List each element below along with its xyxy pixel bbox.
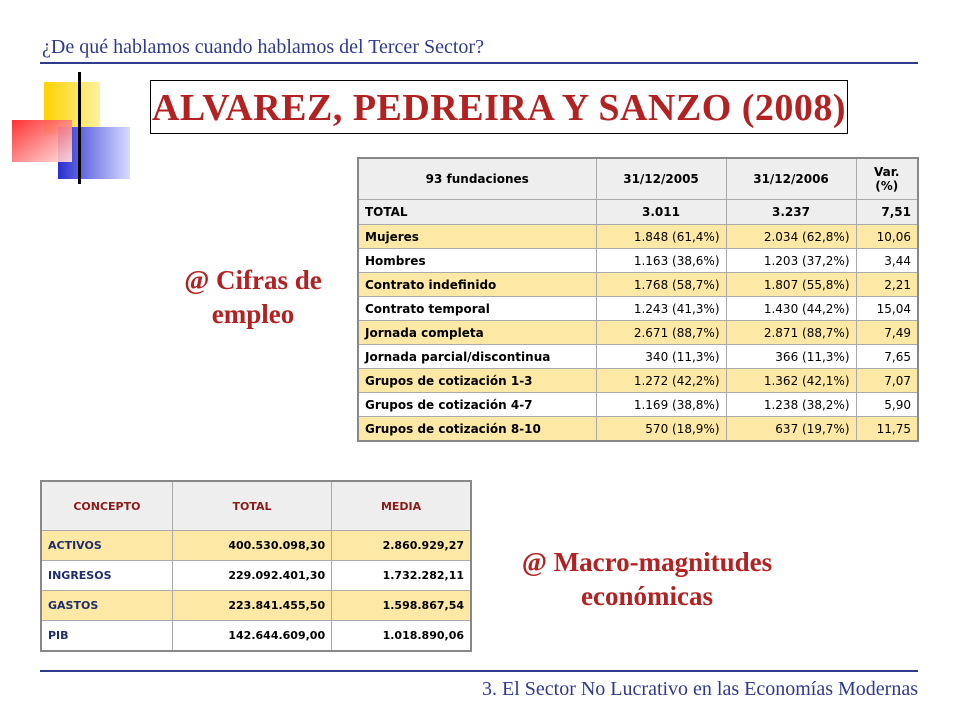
- table-cell: 3.237: [726, 200, 856, 225]
- slide-title: ALVAREZ, PEDREIRA Y SANZO (2008): [150, 80, 848, 134]
- table-cell: Contrato temporal: [358, 297, 596, 321]
- table-cell: 1.163 (38,6%): [596, 249, 726, 273]
- table-cell: 11,75: [856, 417, 918, 442]
- table-row: [358, 417, 918, 442]
- table-cell: Jornada completa: [358, 321, 596, 345]
- macro-table: [40, 480, 472, 652]
- column-header: CONCEPTO: [41, 481, 172, 531]
- table-cell: 1.243 (41,3%): [596, 297, 726, 321]
- table-cell: 142.644.609,00: [172, 621, 331, 652]
- table-cell: 366 (11,3%): [726, 345, 856, 369]
- table-row: [358, 297, 918, 321]
- column-header: 31/12/2005: [596, 158, 726, 200]
- table-row: [358, 225, 918, 249]
- table-cell: 2,21: [856, 273, 918, 297]
- table-cell: 1.598.867,54: [332, 591, 471, 621]
- table-row: [358, 273, 918, 297]
- table-cell: 1.203 (37,2%): [726, 249, 856, 273]
- table-cell: 7,49: [856, 321, 918, 345]
- table-cell: 637 (19,7%): [726, 417, 856, 442]
- table-row: [358, 321, 918, 345]
- table-cell: 1.768 (58,7%): [596, 273, 726, 297]
- table-cell: Contrato indefinido: [358, 273, 596, 297]
- table-cell: Grupos de cotización 4-7: [358, 393, 596, 417]
- table-cell: GASTOS: [41, 591, 172, 621]
- table-cell: 1.430 (44,2%): [726, 297, 856, 321]
- table-cell: 2.034 (62,8%): [726, 225, 856, 249]
- decorative-squares-logo: [10, 72, 140, 187]
- table-cell: 2.860.929,27: [332, 531, 471, 561]
- macro-label-line2: económicas: [581, 580, 713, 611]
- table-cell: 340 (11,3%): [596, 345, 726, 369]
- table-cell: 7,07: [856, 369, 918, 393]
- table-cell: 1.732.282,11: [332, 561, 471, 591]
- table-cell: 1.018.890,06: [332, 621, 471, 652]
- macro-label-line1: @ Macro-magnitudes: [521, 547, 773, 577]
- table-cell: 223.841.455,50: [172, 591, 331, 621]
- table-cell: 7,51: [856, 200, 918, 225]
- table-cell: 10,06: [856, 225, 918, 249]
- table-cell: Hombres: [358, 249, 596, 273]
- table-cell: 7,65: [856, 345, 918, 369]
- table-cell: Mujeres: [358, 225, 596, 249]
- column-header: TOTAL: [172, 481, 331, 531]
- table-row: [41, 561, 471, 591]
- column-header: 31/12/2006: [726, 158, 856, 200]
- table-header-row: [358, 158, 918, 200]
- column-header: MEDIA: [332, 481, 471, 531]
- column-header: 93 fundaciones: [358, 158, 596, 200]
- table-cell: 1.169 (38,8%): [596, 393, 726, 417]
- table-cell: 15,04: [856, 297, 918, 321]
- table-row: [358, 345, 918, 369]
- table-row: [358, 369, 918, 393]
- table-cell: 1.272 (42,2%): [596, 369, 726, 393]
- employment-label-line2: empleo: [211, 298, 295, 329]
- table-cell: 1.238 (38,2%): [726, 393, 856, 417]
- table-row: [41, 531, 471, 561]
- slide-subtitle: ¿De qué hablamos cuando hablamos del Tercer Sector?: [42, 36, 484, 58]
- employment-label: [158, 264, 348, 332]
- table-row: [41, 621, 471, 652]
- table-cell: 570 (18,9%): [596, 417, 726, 442]
- table-cell: TOTAL: [358, 200, 596, 225]
- table-cell: Jornada parcial/discontinua: [358, 345, 596, 369]
- macro-label: [488, 546, 806, 614]
- table-cell: 2.671 (88,7%): [596, 321, 726, 345]
- table-cell: 2.871 (88,7%): [726, 321, 856, 345]
- bottom-divider: [40, 670, 918, 672]
- table-row: [41, 591, 471, 621]
- table-cell: 3,44: [856, 249, 918, 273]
- table-cell: 229.092.401,30: [172, 561, 331, 591]
- table-cell: PIB: [41, 621, 172, 652]
- table-header-row: [41, 481, 471, 531]
- total-row: [358, 200, 918, 225]
- column-header: Var. (%): [856, 158, 918, 200]
- table-cell: 3.011: [596, 200, 726, 225]
- table-row: [358, 393, 918, 417]
- table-cell: Grupos de cotización 1-3: [358, 369, 596, 393]
- table-cell: 400.530.098,30: [172, 531, 331, 561]
- table-cell: 1.807 (55,8%): [726, 273, 856, 297]
- employment-label-line1: @ Cifras de: [184, 265, 322, 295]
- table-cell: Grupos de cotización 8-10: [358, 417, 596, 442]
- slide-footer: 3. El Sector No Lucrativo en las Economías Modernas: [482, 678, 918, 700]
- employment-table: [357, 157, 919, 442]
- table-cell: ACTIVOS: [41, 531, 172, 561]
- table-cell: 5,90: [856, 393, 918, 417]
- top-divider: [40, 62, 918, 64]
- table-cell: INGRESOS: [41, 561, 172, 591]
- table-row: [358, 249, 918, 273]
- table-cell: 1.362 (42,1%): [726, 369, 856, 393]
- table-cell: 1.848 (61,4%): [596, 225, 726, 249]
